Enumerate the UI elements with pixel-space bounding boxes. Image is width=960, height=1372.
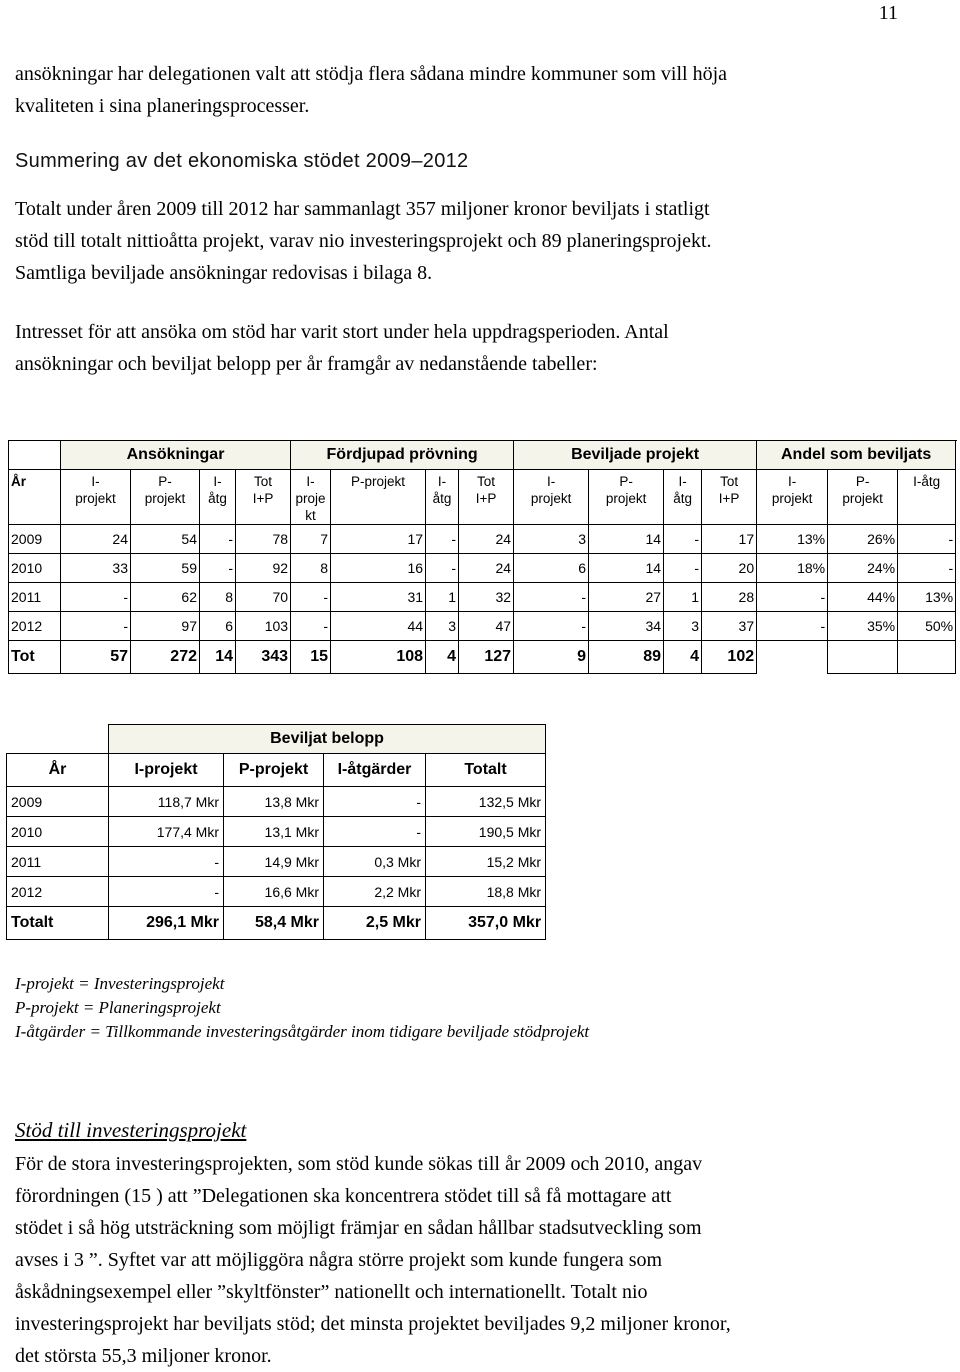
total-cell: 2,5 Mkr xyxy=(324,907,426,940)
table-column-header-row xyxy=(9,470,956,525)
table-cell: 118,7 Mkr xyxy=(109,787,224,817)
year-cell: 2011 xyxy=(7,847,109,877)
table-cell: 8 xyxy=(200,583,236,612)
section-heading: Summering av det ekonomiska stödet 2009–2012 xyxy=(15,150,469,172)
group-header: Beviljade projekt xyxy=(514,441,757,470)
investment-paragraph xyxy=(15,1148,950,1372)
table-cell: 97 xyxy=(131,612,200,641)
column-header: I- åtg xyxy=(664,470,702,525)
total-cell: 127 xyxy=(459,641,514,674)
table-column-header-row xyxy=(7,754,546,787)
table-cell: - xyxy=(200,525,236,554)
table-cell: 14,9 Mkr xyxy=(224,847,324,877)
table-cell: 78 xyxy=(236,525,291,554)
total-cell: 58,4 Mkr xyxy=(224,907,324,940)
table-cell: 24 xyxy=(459,525,514,554)
table-row xyxy=(7,817,546,847)
table-cell: 24 xyxy=(459,554,514,583)
table-row xyxy=(9,525,956,554)
text-line: investeringsprojekt har beviljats stöd; det minsta projektet beviljades 9,2 miljoner kronor, xyxy=(15,1313,731,1335)
table-cell: 13% xyxy=(757,525,828,554)
table-cell: 54 xyxy=(131,525,200,554)
table-cell: 190,5 Mkr xyxy=(426,817,546,847)
table-row xyxy=(9,583,956,612)
table-cell: 16 xyxy=(331,554,426,583)
total-cell: 14 xyxy=(200,641,236,674)
text-line: För de stora investeringsprojekten, som stöd kunde sökas till år 2009 och 2010, angav xyxy=(15,1153,703,1175)
applications-table-body xyxy=(9,441,956,674)
table-cell: - xyxy=(898,525,956,554)
legend-line: I-åtgärder = Tillkommande investeringsåtgärder inom tidigare beviljade stödprojekt xyxy=(15,1022,590,1041)
table-cell: 59 xyxy=(131,554,200,583)
empty-cell xyxy=(7,725,109,754)
table-cell: - xyxy=(61,612,131,641)
table-cell: 44 xyxy=(331,612,426,641)
table-cell: - xyxy=(664,525,702,554)
table-cell: 14 xyxy=(589,554,664,583)
table-cell: 0,3 Mkr xyxy=(324,847,426,877)
table-cell: - xyxy=(426,554,459,583)
year-cell: 2010 xyxy=(7,817,109,847)
column-header: Tot I+P xyxy=(459,470,514,525)
column-header: I- projekt xyxy=(514,470,589,525)
table-cell: - xyxy=(664,554,702,583)
table-row xyxy=(9,612,956,641)
text-line: ansökningar har delegationen valt att stödja flera sådana mindre kommuner som vill höja xyxy=(15,63,728,85)
table-cell: 18,8 Mkr xyxy=(426,877,546,907)
table-cell: 13% xyxy=(898,583,956,612)
text-line: avses i 3 ”. Syftet var att möjliggöra några större projekt som kunde fungera som xyxy=(15,1249,663,1271)
total-cell: 357,0 Mkr xyxy=(426,907,546,940)
table-cell: 16,6 Mkr xyxy=(224,877,324,907)
table-cell: 6 xyxy=(514,554,589,583)
text-line: förordningen (15 ) att ”Delegationen ska koncentrera stödet till så få mottagare att xyxy=(15,1185,672,1207)
column-header: I-åtg xyxy=(898,470,956,525)
total-cell: 89 xyxy=(589,641,664,674)
table-cell: - xyxy=(109,877,224,907)
table-cell: 6 xyxy=(200,612,236,641)
table-cell: - xyxy=(109,847,224,877)
table-row xyxy=(7,847,546,877)
total-cell: 15 xyxy=(291,641,331,674)
table-cell: 35% xyxy=(828,612,898,641)
table-cell: 62 xyxy=(131,583,200,612)
column-header: I-projekt xyxy=(109,754,224,787)
table-cell: - xyxy=(898,554,956,583)
total-cell: 4 xyxy=(664,641,702,674)
table-row xyxy=(7,787,546,817)
table-cell: 33 xyxy=(61,554,131,583)
total-cell: 102 xyxy=(702,641,757,674)
legend-line: P-projekt = Planeringsprojekt xyxy=(15,998,221,1017)
year-cell: Tot xyxy=(9,641,61,674)
total-cell: 4 xyxy=(426,641,459,674)
year-cell: Totalt xyxy=(7,907,109,940)
column-header: P- projekt xyxy=(828,470,898,525)
total-cell xyxy=(898,641,956,674)
table-cell: 24% xyxy=(828,554,898,583)
column-header: Tot I+P xyxy=(702,470,757,525)
year-cell: 2010 xyxy=(9,554,61,583)
table-cell: 3 xyxy=(664,612,702,641)
table-title: Beviljat belopp xyxy=(109,725,546,754)
year-cell: 2009 xyxy=(9,525,61,554)
text-line: stödet i så hög utsträckning som möjligt främjar en sådan hållbar stadsutveckling som xyxy=(15,1217,702,1239)
table-cell: 26% xyxy=(828,525,898,554)
column-header: I- projekt xyxy=(61,470,131,525)
column-header: I- åtg xyxy=(426,470,459,525)
total-cell: 343 xyxy=(236,641,291,674)
column-header: År xyxy=(7,754,109,787)
table-cell: - xyxy=(757,583,828,612)
total-cell: 57 xyxy=(61,641,131,674)
text-line: det största 55,3 miljoner kronor. xyxy=(15,1345,272,1367)
table-cell: 27 xyxy=(589,583,664,612)
table-cell: 7 xyxy=(291,525,331,554)
table-cell: 37 xyxy=(702,612,757,641)
table-cell: 3 xyxy=(514,525,589,554)
year-cell: 2011 xyxy=(9,583,61,612)
group-header: Ansökningar xyxy=(61,441,291,470)
table-cell: 103 xyxy=(236,612,291,641)
column-header: P-projekt xyxy=(331,470,426,525)
table-title-row xyxy=(7,725,546,754)
column-header: Totalt xyxy=(426,754,546,787)
text-line: Samtliga beviljade ansökningar redovisas i bilaga 8. xyxy=(15,262,433,284)
legend-line: I-projekt = Investeringsprojekt xyxy=(15,974,225,993)
subsection-heading: Stöd till investeringsprojekt xyxy=(15,1118,247,1142)
table-cell: 3 xyxy=(426,612,459,641)
table-cell: - xyxy=(426,525,459,554)
table-cell: - xyxy=(324,817,426,847)
total-cell: 108 xyxy=(331,641,426,674)
table-cell: - xyxy=(757,612,828,641)
year-cell: 2012 xyxy=(9,612,61,641)
table-cell: 47 xyxy=(459,612,514,641)
intro-paragraph xyxy=(15,58,935,122)
year-cell: 2009 xyxy=(7,787,109,817)
amount-table-body xyxy=(7,725,546,940)
text-line: ansökningar och beviljat belopp per år framgår av nedanstående tabeller: xyxy=(15,353,598,375)
table-row xyxy=(9,554,956,583)
table-group-header-row xyxy=(9,441,956,470)
text-line: stöd till totalt nittioåtta projekt, varav nio investeringsprojekt och 89 planeringsprojekt. xyxy=(15,230,712,252)
table-cell: 24 xyxy=(61,525,131,554)
table-cell: 31 xyxy=(331,583,426,612)
column-header: P- projekt xyxy=(131,470,200,525)
table-cell: 44% xyxy=(828,583,898,612)
table-cell: 177,4 Mkr xyxy=(109,817,224,847)
table-cell: 34 xyxy=(589,612,664,641)
column-header: Tot I+P xyxy=(236,470,291,525)
table-cell: 50% xyxy=(898,612,956,641)
table-cell: - xyxy=(324,787,426,817)
table-row xyxy=(7,877,546,907)
column-header: P- projekt xyxy=(589,470,664,525)
page-number: 11 xyxy=(878,2,898,24)
table-cell: 70 xyxy=(236,583,291,612)
table-cell: 28 xyxy=(702,583,757,612)
column-header: I- proje kt xyxy=(291,470,331,525)
text-line: åskådningsexempel eller ”skyltfönster” nationellt och internationellt. Totalt nio xyxy=(15,1281,648,1303)
table-cell: 1 xyxy=(426,583,459,612)
text-line: Intresset för att ansöka om stöd har varit stort under hela uppdragsperioden. Antal xyxy=(15,321,669,343)
table-cell: 8 xyxy=(291,554,331,583)
total-cell xyxy=(828,641,898,674)
table-cell: - xyxy=(61,583,131,612)
group-header: Andel som beviljats xyxy=(757,441,956,470)
applications-table xyxy=(8,440,956,674)
abbreviation-legend xyxy=(15,972,589,1044)
table-cell: 17 xyxy=(702,525,757,554)
column-header: I-åtgärder xyxy=(324,754,426,787)
table-cell: 13,8 Mkr xyxy=(224,787,324,817)
group-header: Fördjupad prövning xyxy=(291,441,514,470)
column-header: År xyxy=(9,470,61,525)
interest-paragraph xyxy=(15,316,945,380)
table-total-row xyxy=(9,641,956,674)
amount-table xyxy=(6,724,546,940)
table-cell: 15,2 Mkr xyxy=(426,847,546,877)
table-cell: 13,1 Mkr xyxy=(224,817,324,847)
total-cell xyxy=(757,641,828,674)
table-cell: - xyxy=(514,583,589,612)
year-cell: 2012 xyxy=(7,877,109,907)
column-header: P-projekt xyxy=(224,754,324,787)
table-cell: 132,5 Mkr xyxy=(426,787,546,817)
table-cell: - xyxy=(291,583,331,612)
empty-cell xyxy=(9,441,61,470)
table-cell: - xyxy=(514,612,589,641)
table-cell: 17 xyxy=(331,525,426,554)
table-cell: 92 xyxy=(236,554,291,583)
column-header: I- projekt xyxy=(757,470,828,525)
total-cell: 272 xyxy=(131,641,200,674)
total-cell: 296,1 Mkr xyxy=(109,907,224,940)
column-header: I- åtg xyxy=(200,470,236,525)
total-cell: 9 xyxy=(514,641,589,674)
text-line: kvaliteten i sina planeringsprocesser. xyxy=(15,95,310,117)
table-cell: 14 xyxy=(589,525,664,554)
table-cell: - xyxy=(200,554,236,583)
text-line: Totalt under åren 2009 till 2012 har sammanlagt 357 miljoner kronor beviljats i statligt xyxy=(15,198,710,220)
table-cell: - xyxy=(291,612,331,641)
table-cell: 1 xyxy=(664,583,702,612)
summary-paragraph xyxy=(15,193,945,289)
table-cell: 2,2 Mkr xyxy=(324,877,426,907)
table-cell: 18% xyxy=(757,554,828,583)
table-total-row xyxy=(7,907,546,940)
table-cell: 20 xyxy=(702,554,757,583)
table-cell: 32 xyxy=(459,583,514,612)
